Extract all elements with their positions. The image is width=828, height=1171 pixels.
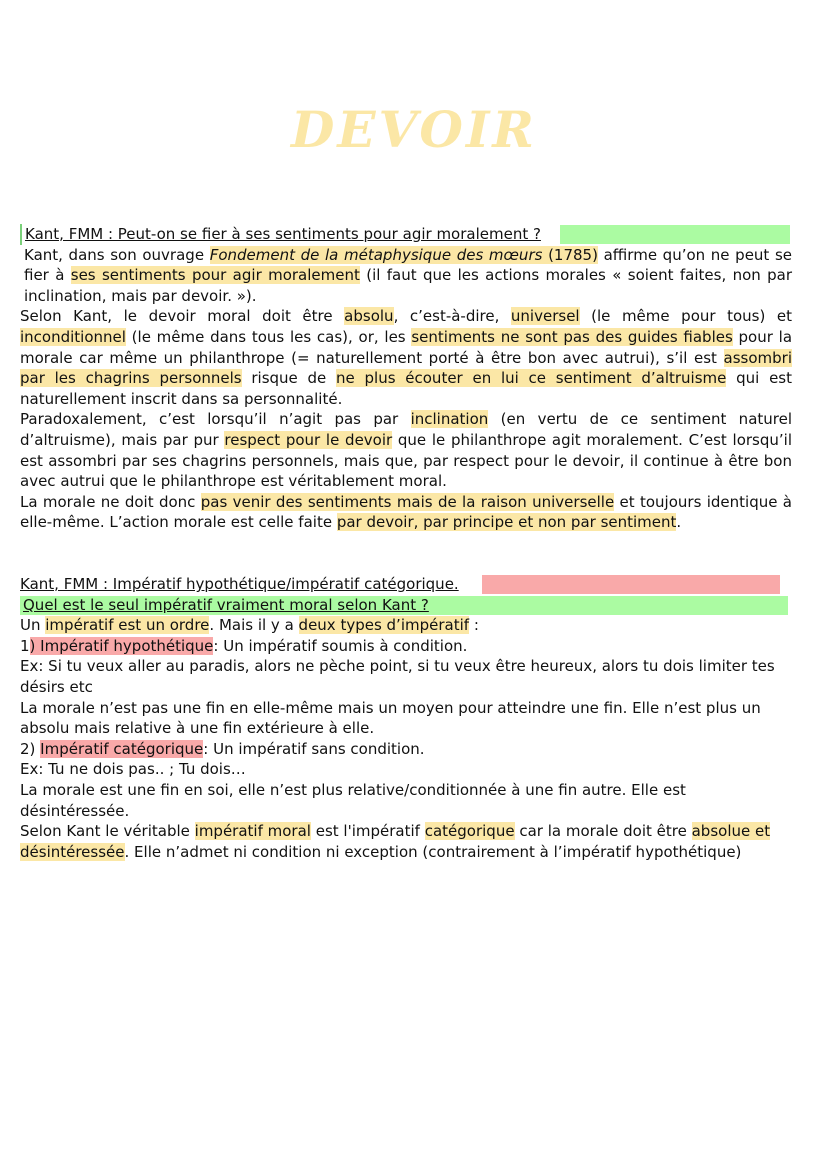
paragraph-2: Selon Kant, le devoir moral doit être absolu, c’est-à-dire, universel (le même pour tous) et inconditionnel (le même dans tous les cas), or, les sentiments ne sont pas des guides fiables pour la morale car même un philanthrope (= naturellement porté à être bon avec autrui), s’il est assombri par les chagrins personnels risque de ne plus écouter en lui ce sentiment d’altruisme qui est naturellement inscrit dans sa personnalité.: [20, 307, 793, 408]
line-4: La morale n’est pas une fin en elle-même mais un moyen pour atteindre une fin. Elle n’est plus un absolu mais relative à une fin extérieure à elle.: [20, 698, 761, 738]
green-highlight-bar: [560, 225, 790, 244]
line-6: Ex: Tu ne dois pas.. ; Tu dois…: [20, 760, 246, 779]
line-1: Un impératif est un ordre. Mais il y a deux types d’impératif :: [20, 616, 479, 635]
line-3: Ex: Si tu veux aller au paradis, alors ne pèche point, si tu veux être heureux, alors tu dois limiter tes désirs etc: [20, 657, 775, 696]
section-heading-row-1: [20, 574, 792, 595]
red-highlight-bar: [482, 575, 780, 594]
paragraph-3: Paradoxalement, c’est lorsqu’il n’agit pas par inclination (en vertu de ce sentiment naturel d’altruisme), mais par pur respect pour le devoir que le philanthrope agit moralement. C’est lorsqu’il est assombri par ses chagrins personnels, mais que, par respect pour le devoir, il continue à être bon avec autrui que le philanthrope est véritablement moral.: [20, 410, 793, 491]
section-kant-sentiments: [20, 224, 792, 533]
section-heading-row: [20, 224, 792, 245]
section-heading: Kant, FMM : Peut-on se fier à ses sentiments pour agir moralement ?: [20, 224, 541, 245]
line-5: 2) Impératif catégorique: Un impératif sans condition.: [20, 739, 425, 758]
paragraph-1: Kant, dans son ouvrage Fondement de la métaphysique des mœurs (1785) affirme qu’on ne peut se fier à ses sentiments pour agir moralement (il faut que les actions morales « soient faites, non par inclination, mais par devoir. »).: [24, 245, 792, 305]
paragraph-4: La morale ne doit donc pas venir des sentiments mais de la raison universelle et toujours identique à elle-même. L’action morale est celle faite par devoir, par principe et non par sentiment.: [20, 492, 792, 532]
section-heading-row-2: [20, 595, 792, 616]
page-title: DEVOIR: [291, 100, 537, 159]
line-7: La morale est une fin en soi, elle n’est plus relative/conditionnée à une fin autre. Elle est désintéressée.: [20, 780, 686, 820]
section-kant-imperatifs: [20, 574, 792, 862]
section-heading-1: Kant, FMM : Impératif hypothétique/impératif catégorique.: [20, 575, 459, 593]
line-2: 1) Impératif hypothétique: Un impératif soumis à condition.: [20, 636, 468, 655]
section-heading-2: Quel est le seul impératif vraiment moral selon Kant ?: [23, 595, 429, 614]
line-8: Selon Kant le véritable impératif moral est l'impératif catégorique car la morale doit être absolue et désintéressée. Elle n’admet ni condition ni exception (contrairement à l’impératif hypothétique): [20, 822, 771, 861]
